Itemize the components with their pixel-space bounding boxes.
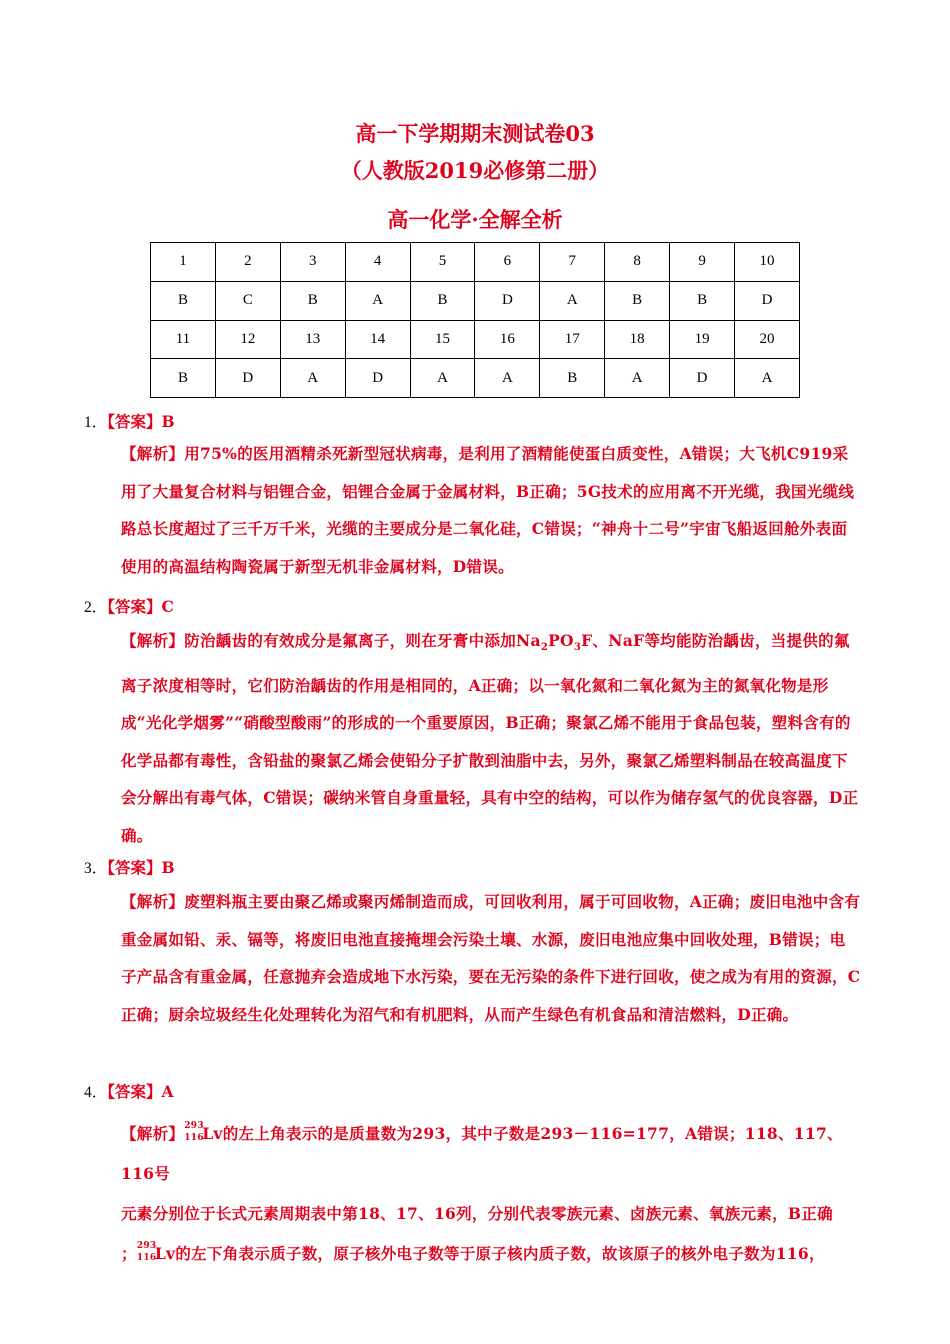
table-cell: 11 [151, 320, 216, 359]
table-cell: A [605, 359, 670, 398]
atomic-number: 116 [136, 1253, 157, 1263]
question-number: 4． [84, 1084, 108, 1101]
table-cell: 1 [151, 243, 216, 282]
answer-label: 【答案】C [107, 597, 174, 616]
explanation-text: Lv的左下角表示质子数，原子核外电子数等于原子核内质子数，故该原子的核外电子数为116， [154, 1244, 825, 1263]
table-cell: 10 [735, 243, 800, 282]
question-number: 3． [84, 860, 108, 877]
table-row [151, 281, 800, 320]
table-cell: 7 [540, 243, 605, 282]
page-title-edition: （人教版2019必修第二册） [340, 158, 610, 183]
table-cell: 14 [345, 320, 410, 359]
answer-label: 【答案】A [107, 1082, 174, 1101]
mass-number: 293 [136, 1241, 157, 1251]
table-cell: 16 [475, 320, 540, 359]
subscript: 3 [573, 642, 582, 654]
table-cell: A [345, 281, 410, 320]
table-cell: A [735, 359, 800, 398]
atomic-number: 116 [184, 1133, 204, 1143]
table-cell: B [151, 359, 216, 398]
page-subtitle: 高一化学·全解全析 [387, 207, 563, 232]
explanation-line [121, 1114, 861, 1194]
mass-number: 293 [184, 1121, 204, 1131]
answer-label: 【答案】B [107, 858, 175, 877]
table-cell: 13 [280, 320, 345, 359]
table-cell: 19 [670, 320, 735, 359]
explanation-line [121, 1234, 861, 1274]
question-number: 2． [84, 599, 108, 616]
table-cell: A [475, 359, 540, 398]
explanation-text: Lv的左上角表示的是质量数为293，其中子数是293－116=177，A错误；118、117、116号 [121, 1124, 843, 1183]
table-cell: D [735, 281, 800, 320]
isotope-notation [184, 1121, 204, 1143]
question-number: 1． [84, 414, 108, 431]
isotope-notation [136, 1241, 157, 1263]
table-cell: D [215, 359, 280, 398]
table-cell: B [151, 281, 216, 320]
explanation-text: F、NaF等均能防治龋齿，当提供的氟离子浓度相等时，它们防治龋齿的作用是相同的，A正确；以一氧化氮和二氧化氮为主的氮氧化物是形成“光化学烟雾”“硝酸型酸雨”的形成的一个重要原因，B正确；聚氯乙烯不能用于食品包装，塑料含有的化学品都有毒性，含铅盐的聚氯乙烯会使铅分子扩散到油脂中去，另外，聚氯乙烯塑料制品在较高温度下会分解出有毒气体，C错误；碳纳米管自身重量轻，具有中空的结构，可以作为储存氢气的优良容器，D正确。 [121, 631, 859, 845]
table-cell: 3 [280, 243, 345, 282]
table-row [151, 320, 800, 359]
explanation-line: 元素分别位于长式元素周期表中第18、17、16列，分别代表零族元素、卤族元素、氧族元素，B正确 [121, 1204, 833, 1223]
table-row [151, 243, 800, 282]
question-4-explanation [121, 1114, 861, 1274]
table-cell: B [410, 281, 475, 320]
explanation-text: ； [121, 1244, 137, 1263]
question-1-header [84, 410, 175, 432]
table-cell: 4 [345, 243, 410, 282]
explanation-text: 【解析】防治龋齿的有效成分是氟离子，则在牙膏中添加Na [121, 631, 541, 650]
table-cell: D [345, 359, 410, 398]
table-cell: 8 [605, 243, 670, 282]
table-cell: D [475, 281, 540, 320]
page-title: 高一下学期期末测试卷03 [355, 121, 595, 146]
question-4-header [84, 1080, 174, 1102]
question-2-explanation [121, 622, 861, 854]
table-row [151, 359, 800, 398]
table-cell: 20 [735, 320, 800, 359]
subscript: 2 [540, 642, 549, 654]
table-cell: 15 [410, 320, 475, 359]
table-cell: 2 [215, 243, 280, 282]
table-cell: B [605, 281, 670, 320]
table-cell: 12 [215, 320, 280, 359]
table-cell: 5 [410, 243, 475, 282]
question-3-explanation: 【解析】废塑料瓶主要由聚乙烯或聚丙烯制造而成，可回收利用，属于可回收物，A正确；废旧电池中含有重金属如铅、汞、镉等，将废旧电池直接掩埋会污染土壤、水源，废旧电池应集中回收处理，B错误；电子产品含有重金属，任意抛弃会造成地下水污染，要在无污染的条件下进行回收，使之成为有用的资源，C正确；厨余垃圾经生化处理转化为沼气和有机肥料，从而产生绿色有机食品和清洁燃料，D正确。 [121, 892, 861, 1024]
table-cell: 18 [605, 320, 670, 359]
table-cell: B [280, 281, 345, 320]
table-cell: 17 [540, 320, 605, 359]
table-cell: B [670, 281, 735, 320]
table-cell: 6 [475, 243, 540, 282]
table-cell: A [280, 359, 345, 398]
question-3-header [84, 856, 175, 878]
answer-table [150, 242, 800, 398]
answer-label: 【答案】B [107, 412, 175, 431]
question-1-explanation: 【解析】用75%的医用酒精杀死新型冠状病毒，是利用了酒精能使蛋白质变性，A错误；大飞机C919采用了大量复合材料与铝锂合金，铝锂合金属于金属材料，B正确；5G技术的应用离不开光缆，我国光缆线路总长度超过了三千万千米，光缆的主要成分是二氧化硅，C错误；“神舟十二号”宇宙飞船返回舱外表面使用的高温结构陶瓷属于新型无机非金属材料，D错误。 [121, 444, 855, 576]
table-cell: A [540, 281, 605, 320]
question-2-header [84, 595, 174, 617]
table-cell: C [215, 281, 280, 320]
table-cell: 9 [670, 243, 735, 282]
explanation-text: PO [548, 631, 574, 650]
explanation-text: 【解析】 [121, 1124, 185, 1143]
table-cell: A [410, 359, 475, 398]
table-cell: D [670, 359, 735, 398]
table-cell: B [540, 359, 605, 398]
